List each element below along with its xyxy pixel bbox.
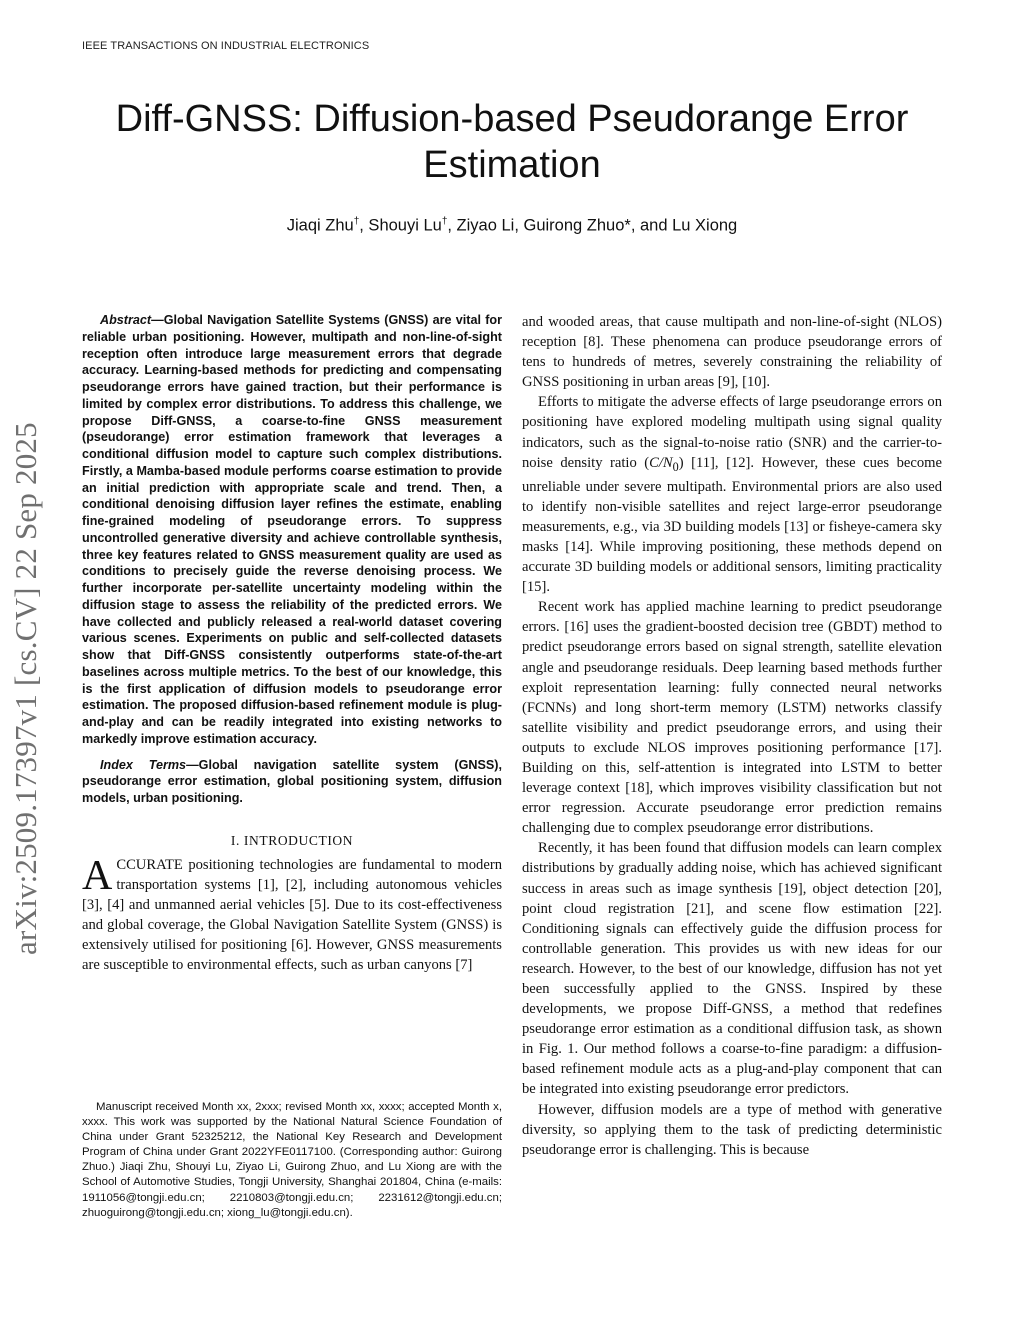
abstract [82, 312, 502, 748]
cn0-symbol: C/N [649, 454, 673, 471]
right-column [522, 312, 942, 1160]
author-1: Jiaqi Zhu [286, 216, 354, 235]
abstract-lead: Abstract [100, 313, 152, 327]
author-rest: , Ziyao Li, Guirong Zhuo*, and Lu Xiong [447, 216, 738, 235]
abstract-text: —Global Navigation Satellite Systems (GNSS) are vital for reliable urban positioning. However, multipath and non-line-of-sight reception often introduce large measurement errors that degrade accuracy. Learning-based methods for predicting and compensating pseudorange errors have gained traction, but their performance is limited by complex error distributions. To address this challenge, we propose Diff-GNSS, a coarse-to-fine GNSS measurement (pseudorange) error estimation framework that leverages a conditional diffusion model to capture such complex distributions. Firstly, a Mamba-based module performs coarse estimation to provide an initial prediction with appropriate scale and trend. Then, a conditional denoising diffusion layer refines the estimate, enabling fine-grained modeling of pseudorange errors. To suppress uncontrolled generative diversity and achieve controllable synthesis, three key features related to GNSS measurement quality are used as conditions to precisely guide the reverse denoising process. We further incorporate per-satellite uncertainty modeling within the diffusion stage to assess the reliability of the predicted errors. We have collected and publicly released a real-world dataset covering various scenes. Experiments on public and self-collected datasets show that Diff-GNSS consistently outperforms state-of-the-art baselines across multiple metrics. To the best of our knowledge, this is the first application of diffusion models to pseudorange error estimation. The proposed diffusion-based refinement module is plug-and-play and can be readily integrated into existing networks to markedly improve estimation accuracy. [82, 313, 502, 746]
paper-title [60, 96, 964, 188]
index-terms-text: —Global navigation satellite system (GNSS), pseudorange error estimation, global positioning system, diffusion models, urban positioning. [82, 757, 502, 805]
left-column [82, 312, 502, 975]
index-terms-lead: Index Terms [100, 757, 187, 772]
cn0-subscript: 0 [672, 459, 679, 474]
index-terms [82, 757, 502, 807]
intro-paragraph-1 [82, 852, 502, 976]
journal-header: IEEE TRANSACTIONS ON INDUSTRIAL ELECTRONICS [82, 40, 370, 52]
manuscript-footnote: Manuscript received Month xx, 2xxx; revised Month xx, xxxx; accepted Month x, xxxx. This work was supported by the National Natural Science Foundation of China under Grant 52325212, the National Key Research and Development Program of China under Grant 2022YFE0117100. (Corresponding author: Guirong Zhuo.) Jiaqi Zhu, Shouyi Lu, Ziyao Li, Guirong Zhuo, and Lu Xiong are with the School of Automotive Studies, Tongji University, Shanghai 201804, China (e-mails: 1911056@tongji.edu.cn; 2210803@tongji.edu.cn; 2231612@tongji.edu.cn; zhuoguirong@tongji.edu.cn; xiong_lu@tongji.edu.cn). [82, 1101, 502, 1219]
title-line-2: Estimation [423, 144, 601, 186]
right-paragraph-3: Recent work has applied machine learning to predict pseudorange errors. [16] uses the gradient-boosted decision tree (GBDT) method to predict pseudorange errors based on signal strength, satellite elevation angle and pseudorange residuals. Deep learning based methods further exploit representation learning: fully connected neural networks (FCNNs) and long short-term memory (LSTM) networks classify satellite visibility and predict pseudorange errors, and using their outputs to exclude NLOS improves positioning performance [17]. Building on this, self-attention is integrated into LSTM to better leverage context [18], which improves visibility classification but not error regression. Accurate pseudorange error prediction remains challenging due to complex pseudorange error distributions. [522, 599, 942, 837]
dagger-mark-2: † [441, 216, 448, 227]
right-paragraph-2b: ) [11], [12]. However, these cues become unreliable under severe multipath. Environmental priors are also used to identify non-visible satellites and reject large-error pseudorange measurements, e.g., via 3D building models [13] or fisheye-camera sky masks [14]. While improving positioning, these methods depend on accurate 3D building models or additional sensors, limiting practicality [15]. [522, 454, 942, 596]
section-heading-introduction: I. INTRODUCTION [230, 832, 354, 848]
dagger-mark-1: † [353, 216, 360, 227]
arxiv-sidebar-stamp: arXiv:2509.17397v1 [cs.CV] 22 Sep 2025 [8, 422, 43, 955]
right-paragraph-4: Recently, it has been found that diffusion models can learn complex distributions by gradually adding noise, which has achieved significant success in areas such as image synthesis [19], object detection [20], point cloud registration [21], and scene flow estimation [22]. Conditioning signals can effectively guide the diffusion process for controllable generation. This provides us with new ideas for our research. However, to the best of our knowledge, diffusion has not yet been successfully applied to the GNSS. Inspired by these developments, we propose Diff-GNSS, a method that redefines pseudorange error estimation as a conditional diffusion task, as shown in Fig. 1. Our method follows a coarse-to-fine paradigm: a diffusion-based refinement module acts as a plug-and-play component that can be integrated into existing pseudorange error predictors. [522, 840, 942, 1098]
author-2: , Shouyi Lu [359, 216, 442, 235]
right-paragraph-2a: Efforts to mitigate the adverse effects of large pseudorange errors on positioning have explored modeling multipath using signal quality indicators, such as the signal-to-noise ratio (SNR) and the carrier-to-noise density ratio ( [522, 394, 942, 471]
drop-cap: A [82, 852, 113, 899]
right-paragraph-5: However, diffusion models are a type of method with generative diversity, so applying them to the task of predicting deterministic pseudorange error is challenging. This is because [522, 1101, 942, 1158]
title-line-1: Diff-GNSS: Diffusion-based Pseudorange Error [115, 98, 909, 140]
intro-paragraph-1-text: CCURATE positioning technologies are fundamental to modern transportation systems [1], [2], including autonomous vehicles [3], [4] and unmanned aerial vehicles [5]. Due to its cost-effectiveness and global coverage, the Global Navigation Satellite System (GNSS) is extensively utilised for positioning [6]. However, GNSS measurements are susceptible to environmental effects, such as urban canyons [7] [82, 856, 502, 974]
author-list [60, 216, 964, 236]
right-paragraph-1: and wooded areas, that cause multipath and non-line-of-sight (NLOS) reception [8]. These phenomena can produce pseudorange errors of tens to hundreds of metres, severely constraining the reliability of GNSS positioning in urban areas [9], [10]. [522, 314, 942, 391]
right-paragraph-2 [522, 392, 942, 597]
